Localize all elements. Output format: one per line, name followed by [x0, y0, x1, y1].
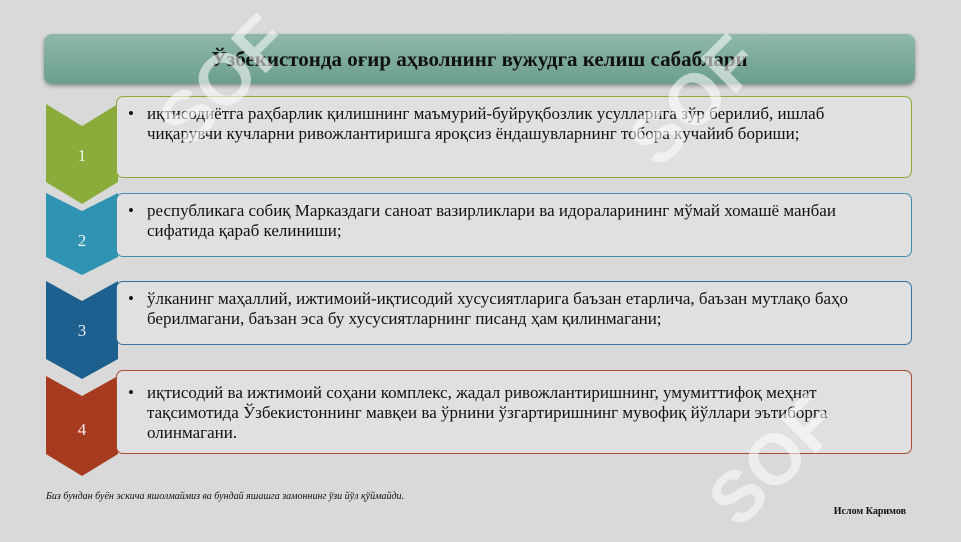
reason-text: ўлканинг маҳаллий, ижтимоий-иқтисодий хусусиятларига баъзан етарлича, баъзан мутлақо баҳо берилмагани, баъзан эса бу хусусиятларнинг писанд ҳам қилинмагани;	[147, 289, 849, 328]
reason-box	[116, 281, 912, 345]
chevron-marker-2	[46, 193, 118, 275]
chevron-marker-4	[46, 376, 118, 476]
item-number: 2	[77, 231, 87, 250]
watermark: SOF	[693, 380, 855, 542]
reason-box	[116, 96, 912, 178]
item-number: 3	[77, 321, 87, 340]
bullet-icon: •	[128, 201, 134, 220]
reason-text: республикага собиқ Марказдаги саноат вазирликлари ва идораларининг мўмай хомашё манбаи сифатида қараб келиниши;	[147, 201, 836, 240]
bullet-icon: •	[128, 104, 134, 123]
watermark: SOF	[143, 0, 305, 162]
title-bar	[44, 34, 915, 84]
reason-box	[116, 193, 912, 257]
watermark: SOF	[613, 20, 775, 182]
chevron-marker-1	[46, 104, 118, 204]
bullet-icon: •	[128, 289, 134, 308]
page-title: Ўзбекистонда оғир аҳволнинг вужудга келиш сабаблари	[211, 46, 748, 71]
quote-author: Ислом Каримов	[833, 506, 906, 517]
item-number: 1	[77, 146, 87, 165]
reason-box	[116, 370, 912, 454]
reason-text: иқтисодий ва ижтимоий соҳани комплекс, жадал ривожлантиришнинг, умумиттифоқ меҳнат тақсимотида Ўзбекистоннинг мавқеи ва ўрнини ўзгартиришнинг мувофиқ йўллари эътиборга олинмагани.	[147, 383, 828, 442]
item-number: 4	[77, 420, 87, 439]
bullet-icon: •	[128, 383, 134, 402]
reason-text: иқтисодиётга раҳбарлик қилишнинг маъмурий-буйруқбозлик усулларига зўр берилиб, ишлаб чиқарувчи кучларни ривожлантиришга яроқсиз ёндашувларнинг тобора кучайиб бориши;	[147, 104, 825, 143]
chevron-marker-3	[46, 281, 118, 379]
epigraph-quote: Биз бундан буён эскича яшолмаймиз ва бундай яшашга замоннинг ўзи йўл қўймайди.	[46, 491, 405, 502]
